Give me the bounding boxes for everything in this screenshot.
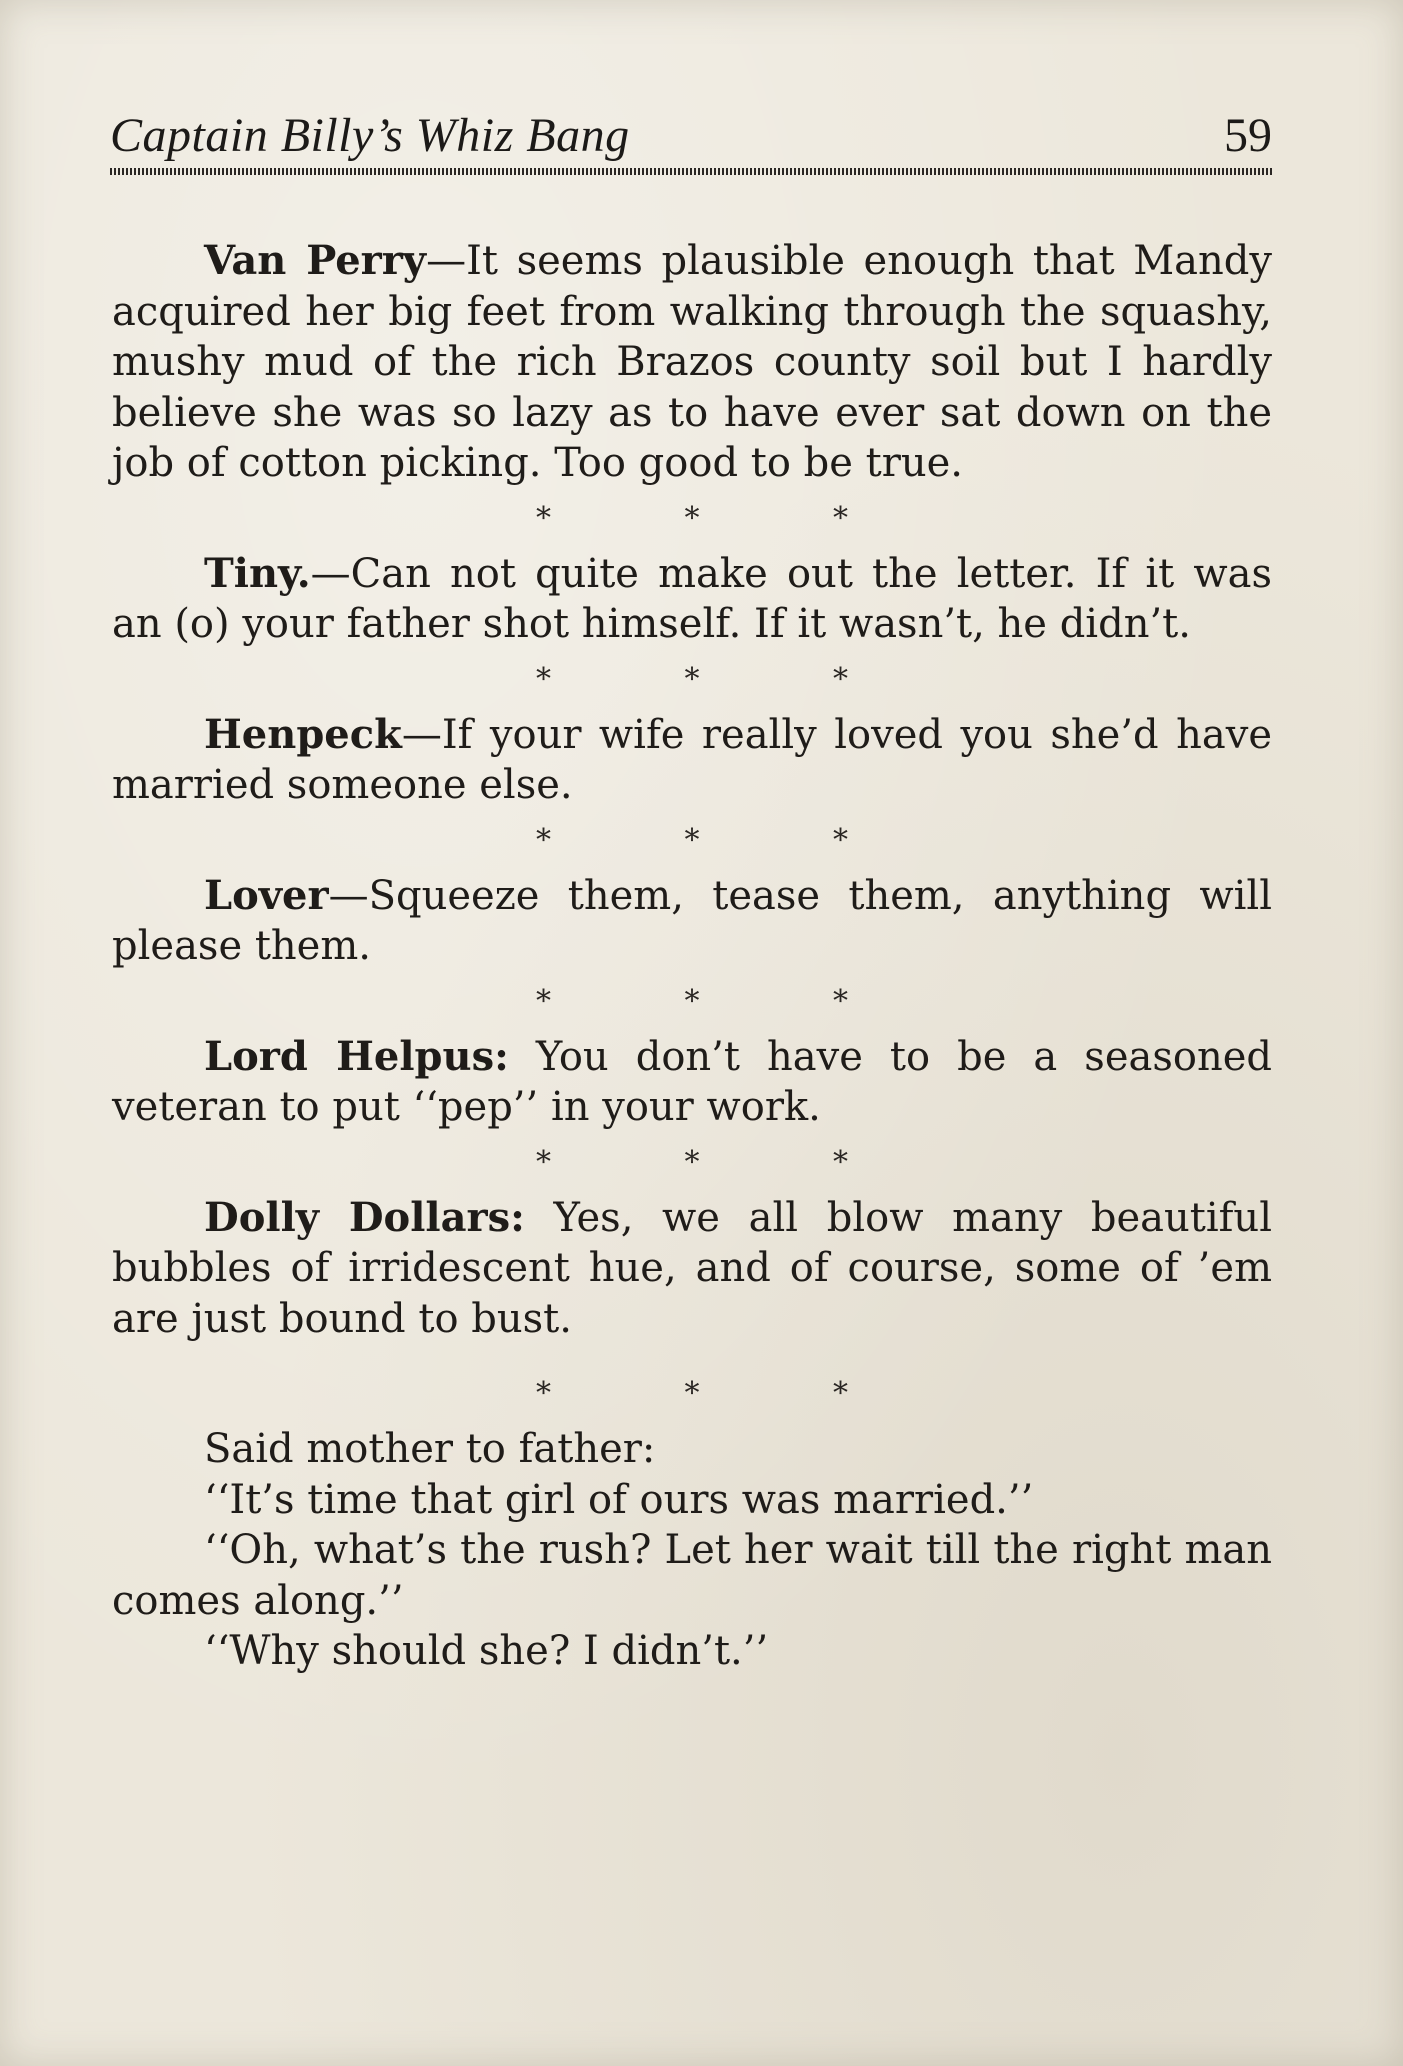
entry-name: Van Perry [204,237,427,284]
section-separator: * * * [535,1376,911,1411]
entry-text: —Squeeze them, tease them, anything will please them. [112,872,1272,969]
header-dotted-rule [110,168,1272,175]
entry-name: Henpeck [204,710,402,758]
entry-name: Dolly Dollars: [204,1193,525,1241]
section-separator: * * * [535,661,911,697]
closing-line-1: Said mother to father: [204,1426,656,1472]
entry-text: —If your wife really loved you she’d have married someone else. [112,711,1272,808]
entry-tiny [112,549,1272,650]
entry-lord-helpus [112,1032,1272,1133]
entry-van-perry [112,236,1272,489]
section-separator: * * * [535,983,911,1019]
entry-text: You don’t have to be a seasoned veteran to put ‘‘pep’’ in your work. [112,1033,1273,1130]
spacer [112,1344,1272,1364]
entry-text: Yes, we all blow many beautiful bubbles of irridescent hue, and of course, some of ’em are just bound to bust. [112,1194,1272,1342]
closing-line-3: ‘‘Oh, what’s the rush? Let her wait till the right man comes along.’’ [112,1527,1272,1624]
entry-text: —Can not quite make out the letter. If it was an (o) your father shot himself. If it wasn’t, he didn’t. [112,550,1272,647]
entry-dolly-dollars [112,1193,1272,1345]
entry-name: Tiny. [204,549,311,597]
page-number: 59 [1224,109,1272,162]
closing-line-2: ‘‘It’s time that girl of ours was married.’’ [204,1476,1034,1523]
page-body [112,236,1272,1677]
section-separator: * * * [535,822,911,858]
entry-text: —It seems plausible enough that Mandy acquired her big feet from walking through the squashy, mushy mud of the rich Brazos county soil but I hardly believe she was so lazy as to have ever sat down on the job of cotton picking. Too good to be true. [112,238,1272,486]
closing-line-4: ‘‘Why should she? I didn’t.’’ [204,1628,769,1674]
entry-name: Lord Helpus: [204,1032,509,1080]
entry-henpeck [112,710,1272,811]
section-separator: * * * [535,500,911,536]
section-separator: * * * [535,1144,911,1180]
running-header [110,108,1272,178]
magazine-title: Captain Billy’s Whiz Bang [110,109,630,162]
entry-lover [112,871,1272,972]
entry-name: Lover [204,871,329,919]
